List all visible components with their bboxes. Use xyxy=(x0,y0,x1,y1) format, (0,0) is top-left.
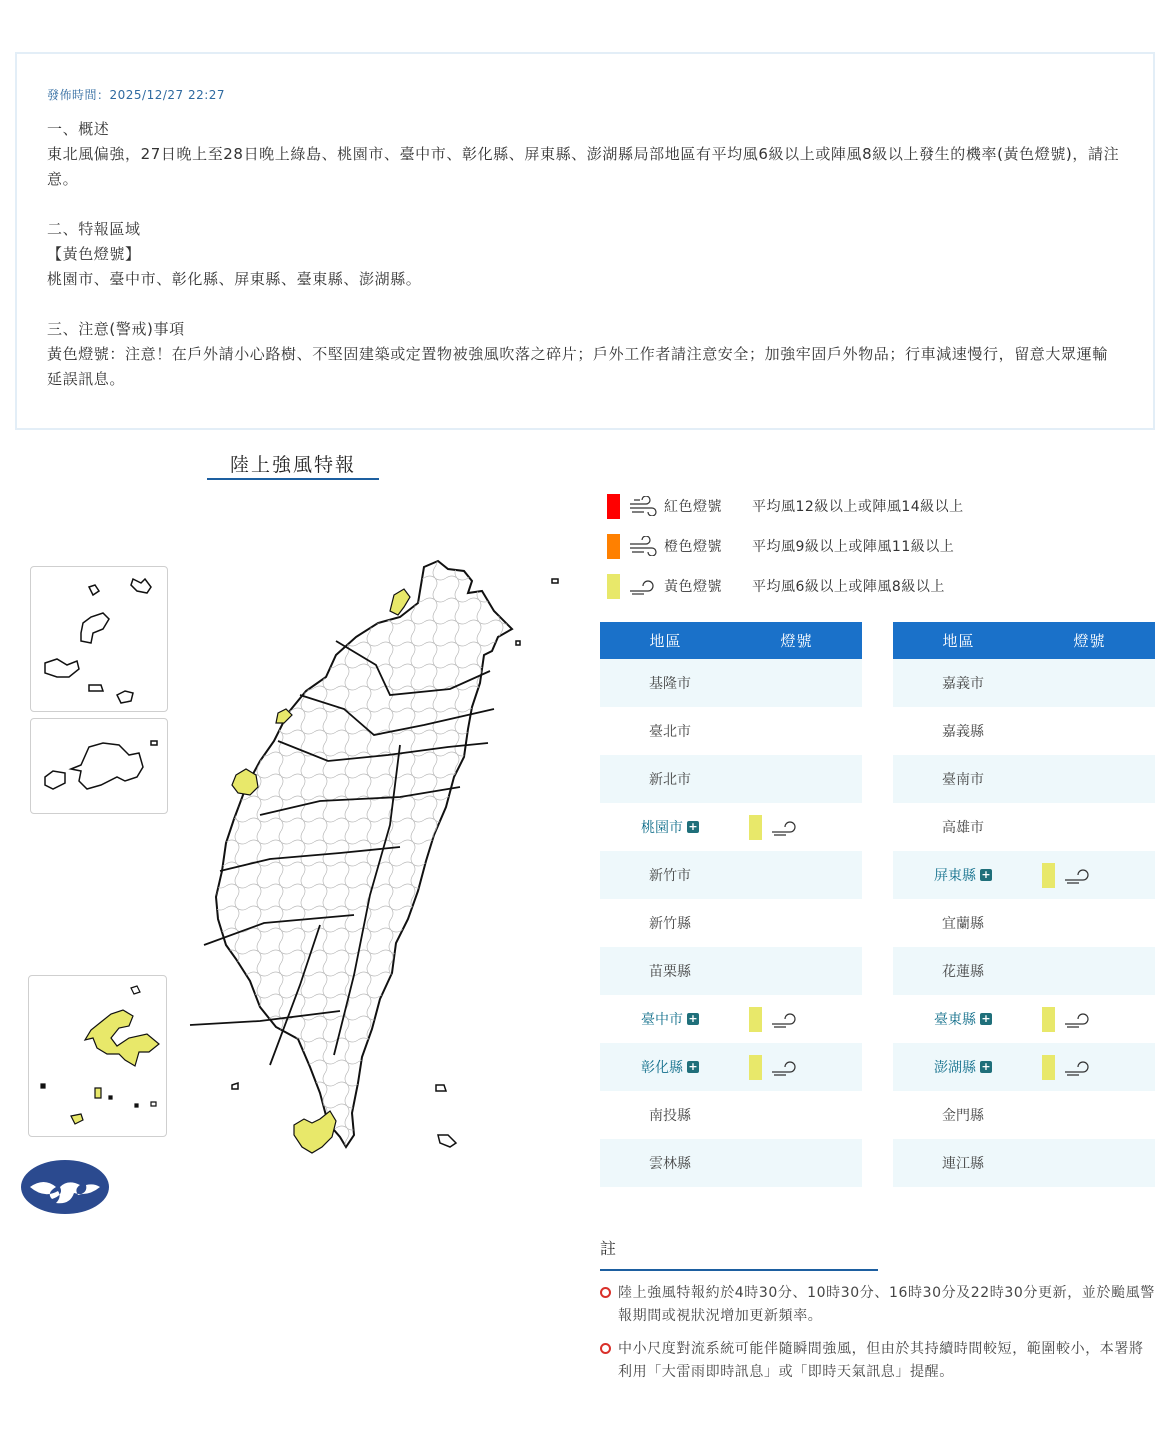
table-row xyxy=(600,995,862,1043)
table-row xyxy=(600,947,862,995)
matsu-islands xyxy=(31,567,169,713)
strong-wind-icon xyxy=(629,536,657,556)
cwa-logo-mark xyxy=(20,1159,110,1215)
region-name[interactable]: 澎湖縣 xyxy=(934,1060,976,1076)
region-table-left xyxy=(600,622,862,1187)
light-cell xyxy=(740,1055,862,1080)
section-text: 東北風偏強，27日晚上至28日晚上綠島、桃園市、臺中市、彰化縣、屏東縣、澎湖縣局部地區有平均風6級以上或陣風8級以上發生的機率(黃色燈號)，請注意。 xyxy=(47,145,1120,188)
table-row xyxy=(600,1139,862,1187)
expand-plus-icon[interactable]: + xyxy=(981,1012,991,1025)
section-text: 黃色燈號：注意！在戶外請小心路樹、不堅固建築或定置物被強風吹落之碎片；戶外工作者請注意安全；加強牢固戶外物品；行車減速慢行，留意大眾運輸延誤訊息。 xyxy=(47,345,1108,388)
section-precautions xyxy=(47,317,1123,392)
region-name: 嘉義市 xyxy=(942,676,984,692)
legend-desc: 平均風9級以上或陣風11級以上 xyxy=(752,539,955,555)
region-name: 臺北市 xyxy=(649,724,691,740)
yellow-light-swatch xyxy=(1042,863,1055,888)
table-row xyxy=(600,707,862,755)
table-body xyxy=(600,659,862,1187)
region-cell xyxy=(600,769,740,789)
inset-penghu xyxy=(28,975,167,1137)
region-cell[interactable] xyxy=(600,817,740,837)
legend-name: 橙色燈號 xyxy=(664,539,722,555)
region-name: 臺南市 xyxy=(942,772,984,788)
light-cell xyxy=(740,815,862,840)
expand-plus-icon[interactable]: + xyxy=(981,1060,991,1073)
region-name: 金門縣 xyxy=(942,1108,984,1124)
section-overview xyxy=(47,117,1123,192)
warning-map xyxy=(0,490,590,1230)
wind-icon xyxy=(629,576,657,596)
region-cell xyxy=(600,865,740,885)
map-title: 陸上強風特報 xyxy=(207,450,379,480)
table-row xyxy=(893,995,1155,1043)
region-cell[interactable] xyxy=(600,1009,740,1029)
table-row xyxy=(893,707,1155,755)
region-name: 新竹市 xyxy=(649,868,691,884)
region-cell xyxy=(893,721,1033,741)
legend-name: 黃色燈號 xyxy=(664,579,722,595)
expand-plus-icon[interactable]: + xyxy=(981,868,991,881)
region-name[interactable]: 屏東縣 xyxy=(934,868,976,884)
region-name: 南投縣 xyxy=(649,1108,691,1124)
table-row xyxy=(893,899,1155,947)
table-row xyxy=(893,1091,1155,1139)
region-name: 基隆市 xyxy=(649,676,691,692)
table-row xyxy=(600,1091,862,1139)
table-header xyxy=(600,622,862,659)
yellow-light-swatch xyxy=(1042,1007,1055,1032)
expand-plus-icon[interactable]: + xyxy=(688,1060,698,1073)
taiwan-main-island xyxy=(160,545,560,1175)
legend xyxy=(607,486,1167,606)
region-cell xyxy=(600,1153,740,1173)
table-row xyxy=(600,851,862,899)
yellow-light-swatch xyxy=(1042,1055,1055,1080)
region-cell xyxy=(893,673,1033,693)
region-cell xyxy=(600,721,740,741)
table-row xyxy=(893,755,1155,803)
notes-list xyxy=(600,1282,1155,1394)
expand-plus-icon[interactable]: + xyxy=(688,1012,698,1025)
region-cell xyxy=(893,913,1033,933)
table-row xyxy=(893,803,1155,851)
region-cell xyxy=(600,1105,740,1125)
region-table-right xyxy=(893,622,1155,1187)
warning-level-label: 【黃色燈號】 xyxy=(47,245,141,263)
notes-title: 註 xyxy=(600,1236,878,1271)
section-heading: 三、注意(警戒)事項 xyxy=(47,320,185,338)
penghu-islands xyxy=(29,976,168,1138)
region-name: 嘉義縣 xyxy=(942,724,984,740)
wind-icon xyxy=(1064,1009,1092,1029)
table-row xyxy=(600,899,862,947)
region-name: 花蓮縣 xyxy=(942,964,984,980)
region-name: 新北市 xyxy=(649,772,691,788)
legend-red xyxy=(607,486,1167,526)
table-row xyxy=(893,659,1155,707)
region-name: 雲林縣 xyxy=(649,1156,691,1172)
table-row xyxy=(893,1043,1155,1091)
legend-orange xyxy=(607,526,1167,566)
region-cell xyxy=(893,1153,1033,1173)
table-row xyxy=(600,803,862,851)
yellow-light-swatch xyxy=(749,815,762,840)
section-heading: 二、特報區域 xyxy=(47,220,141,238)
region-cell xyxy=(600,673,740,693)
region-cell[interactable] xyxy=(893,865,1033,885)
header-light: 燈號 xyxy=(1073,632,1106,650)
table-row xyxy=(893,947,1155,995)
orange-swatch xyxy=(607,534,620,559)
legend-desc: 平均風6級以上或陣風8級以上 xyxy=(752,579,945,595)
region-name[interactable]: 臺中市 xyxy=(641,1012,683,1028)
header-area: 地區 xyxy=(649,632,682,650)
legend-desc: 平均風12級以上或陣風14級以上 xyxy=(752,499,964,515)
region-name[interactable]: 臺東縣 xyxy=(934,1012,976,1028)
header-light: 燈號 xyxy=(780,632,813,650)
legend-name: 紅色燈號 xyxy=(664,499,722,515)
wind-icon xyxy=(771,1057,799,1077)
region-cell xyxy=(893,961,1033,981)
region-cell[interactable] xyxy=(600,1057,740,1077)
section-areas xyxy=(47,217,1123,292)
region-name: 宜蘭縣 xyxy=(942,916,984,932)
note-item: 中小尺度對流系統可能伴隨瞬間強風，但由於其持續時間較短，範圍較小，本署將利用「大雷雨即時訊息」或「即時天氣訊息」提醒。 xyxy=(600,1338,1155,1384)
region-cell xyxy=(893,769,1033,789)
yellow-swatch xyxy=(607,574,620,599)
inset-kinmen xyxy=(30,718,168,814)
table-row xyxy=(893,851,1155,899)
light-cell xyxy=(1033,1007,1155,1032)
wind-icon xyxy=(1064,1057,1092,1077)
bulletin-panel xyxy=(15,52,1155,430)
light-cell xyxy=(1033,863,1155,888)
region-cell[interactable] xyxy=(893,1009,1033,1029)
header-area: 地區 xyxy=(942,632,975,650)
table-row xyxy=(600,1043,862,1091)
yellow-light-swatch xyxy=(749,1055,762,1080)
wind-icon xyxy=(771,1009,799,1029)
pingtung-highlight xyxy=(294,1111,336,1153)
light-cell xyxy=(1033,1055,1155,1080)
yellow-light-swatch xyxy=(749,1007,762,1032)
region-name: 苗栗縣 xyxy=(649,964,691,980)
strong-wind-icon xyxy=(629,496,657,516)
region-name[interactable]: 桃園市 xyxy=(641,820,683,836)
region-name[interactable]: 彰化縣 xyxy=(641,1060,683,1076)
wind-icon xyxy=(771,817,799,837)
section-heading: 一、概述 xyxy=(47,120,110,138)
region-name: 新竹縣 xyxy=(649,916,691,932)
region-cell xyxy=(600,913,740,933)
expand-plus-icon[interactable]: + xyxy=(688,820,698,833)
table-row xyxy=(600,755,862,803)
table-row xyxy=(600,659,862,707)
region-name: 高雄市 xyxy=(942,820,984,836)
legend-yellow xyxy=(607,566,1167,606)
region-name: 連江縣 xyxy=(942,1156,984,1172)
wind-icon xyxy=(1064,865,1092,885)
section-text: 桃園市、臺中市、彰化縣、屏東縣、臺東縣、澎湖縣。 xyxy=(47,270,422,288)
region-cell xyxy=(893,817,1033,837)
inset-matsu xyxy=(30,566,168,712)
note-item: 陸上強風特報約於4時30分、10時30分、16時30分及22時30分更新，並於颱風警報期間或視狀況增加更新頻率。 xyxy=(600,1282,1155,1328)
red-swatch xyxy=(607,494,620,519)
table-body xyxy=(893,659,1155,1187)
publish-time: 發佈時間：2025/12/27 22:27 xyxy=(47,88,226,102)
region-cell xyxy=(893,1105,1033,1125)
region-cell xyxy=(600,961,740,981)
table-row xyxy=(893,1139,1155,1187)
light-cell xyxy=(740,1007,862,1032)
region-cell[interactable] xyxy=(893,1057,1033,1077)
cwa-logo xyxy=(20,1159,110,1215)
table-header xyxy=(893,622,1155,659)
kinmen-islands xyxy=(31,719,169,815)
